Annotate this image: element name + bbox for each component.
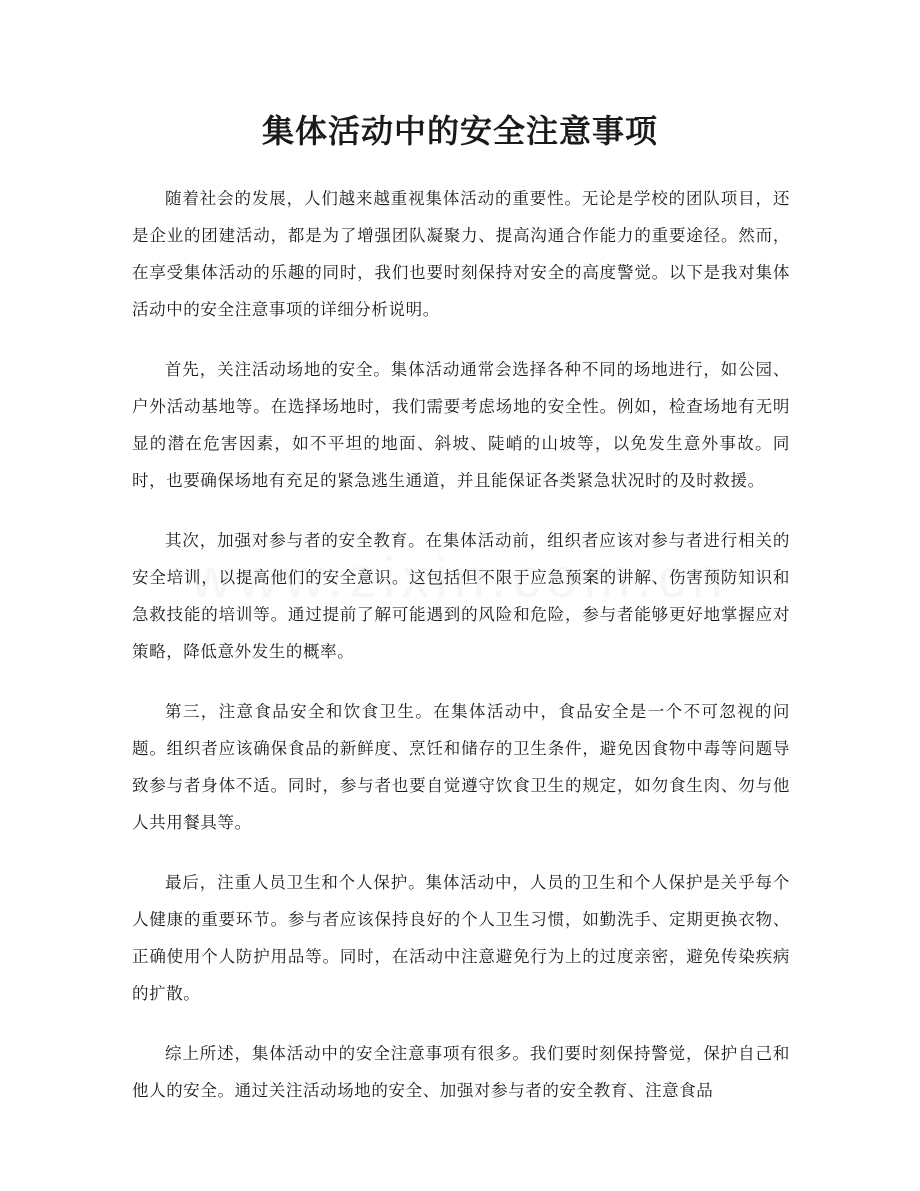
document-title: 集体活动中的安全注意事项: [261, 112, 658, 150]
paragraph-venue-safety: 首先，关注活动场地的安全。集体活动通常会选择各种不同的场地进行，如公园、户外活动基地等。在选择场地时，我们需要考虑场地的安全性。例如，检查场地有无明显的潜在危害因素，如不平坦的地面、斜坡、陡峭的山坡等，以免发生意外事故。同时，也要确保场地有充足的紧急逃生通道，并且能保证各类紧急状况时的及时救援。: [132, 360, 790, 490]
paragraph-safety-education: 其次，加强对参与者的安全教育。在集体活动前，组织者应该对参与者进行相关的安全培训，以提高他们的安全意识。这包括但不限于应急预案的讲解、伤害预防知识和急救技能的培训等。通过提前了解可能遇到的风险和危险，参与者能够更好地掌握应对策略，降低意外发生的概率。: [132, 531, 790, 661]
paragraph-intro: 随着社会的发展，人们越来越重视集体活动的重要性。无论是学校的团队项目，还是企业的团建活动，都是为了增强团队凝聚力、提高沟通合作能力的重要途径。然而，在享受集体活动的乐趣的同时，我们也要时刻保持对安全的高度警觉。以下是我对集体活动中的安全注意事项的详细分析说明。: [132, 189, 790, 319]
paragraph-food-safety: 第三，注意食品安全和饮食卫生。在集体活动中，食品安全是一个不可忽视的问题。组织者应该确保食品的新鲜度、烹饪和储存的卫生条件，避免因食物中毒等问题导致参与者身体不适。同时，参与者也要自觉遵守饮食卫生的规定，如勿食生肉、勿与他人共用餐具等。: [132, 702, 790, 832]
paragraph-conclusion: 综上所述，集体活动中的安全注意事项有很多。我们要时刻保持警觉，保护自己和他人的安全。通过关注活动场地的安全、加强对参与者的安全教育、注意食品: [132, 1044, 790, 1100]
paragraph-personal-hygiene: 最后，注重人员卫生和个人保护。集体活动中，人员的卫生和个人保护是关乎每个人健康的重要环节。参与者应该保持良好的个人卫生习惯，如勤洗手、定期更换衣物、正确使用个人防护用品等。同时，在活动中注意避免行为上的过度亲密，避免传染疾病的扩散。: [132, 873, 790, 1003]
document-body: [132, 180, 790, 1132]
